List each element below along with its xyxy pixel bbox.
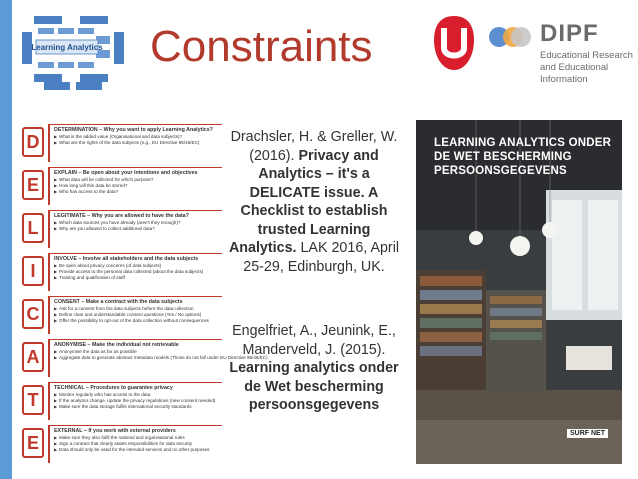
checklist-letter: E: [22, 428, 44, 458]
checklist-heading: EXPLAIN – Be open about your intentions and objectives: [54, 170, 198, 176]
diagram-box: [34, 16, 62, 24]
checklist-item: ▶ Make sure the data storage fulfils international security standards: [54, 404, 218, 410]
left-accent-bar: [0, 0, 12, 479]
diagram-box: [34, 74, 62, 82]
checklist-row: [22, 339, 268, 377]
checklist-item: ▶ Monitor regularly who has access to the data: [54, 392, 218, 398]
checklist-box: [48, 167, 222, 205]
diagram-box: [76, 82, 102, 90]
learning-analytics-diagram: [16, 12, 134, 92]
dipf-sub-line-2: and Educational Information: [540, 62, 609, 85]
reference-engelfriet: [228, 322, 400, 415]
checklist-row: [22, 210, 222, 248]
ref1-title: Privacy and Analytics – it's a DELICATE issue. A Checklist to establish trusted Learning Analytics.: [228, 147, 388, 256]
checklist-heading: LEGITIMATE – Why you are allowed to have the data?: [54, 213, 189, 219]
delicate-checklist: [22, 124, 268, 474]
checklist-box: [48, 339, 268, 377]
ref2-authors: Engelfriet, A., Jeunink, E., Manderveld, J. (2015).: [232, 323, 396, 358]
checklist-item: ▶ What data will be collected for which purpose?: [54, 177, 218, 183]
checklist-row: [22, 296, 222, 334]
checklist-item: ▶ Anonymise the data as far as possible: [54, 349, 218, 355]
ou-logo-icon: [432, 14, 476, 72]
checklist-box: [48, 253, 222, 291]
checklist-item: ▶ Be open about privacy concerns (of data subjects): [54, 263, 218, 269]
checklist-box: [48, 210, 222, 248]
checklist-letter: C: [22, 299, 44, 329]
checklist-item: ▶ Aggregate data to generate abstract metadata models (Those do not fall under EU Directive 95/46/EC): [54, 355, 218, 361]
checklist-item: ▶ If the analytics change, update the privacy regulations (new consent needed): [54, 398, 218, 404]
checklist-letter: L: [22, 213, 44, 243]
checklist-heading: CONSENT – Make a contract with the data subjects: [54, 299, 183, 305]
checklist-item: ▶ Provide access to the personal data collected (about the data subjects): [54, 269, 218, 275]
slide-title: Constraints: [150, 22, 373, 71]
reference-drachsler: [228, 128, 400, 276]
checklist-item: ▶ Training and qualification of staff: [54, 275, 218, 281]
checklist-item: ▶ Make sure they also fulfil the national and organisational rules: [54, 435, 218, 441]
cover-title: LEARNING ANALYTICS ONDER DE WET BESCHERMING PERSOONSGEGEVENS: [434, 137, 612, 177]
checklist-row: [22, 124, 222, 162]
diagram-box: [80, 16, 108, 24]
dipf-logo: [488, 16, 633, 85]
checklist-heading: INVOLVE – Involve all stakeholders and the data subjects: [54, 256, 199, 262]
checklist-item: ▶ Which data sources you have already (aren't they enough)?: [54, 220, 218, 226]
dipf-circles-icon: [488, 26, 532, 48]
diagram-box: [80, 74, 108, 82]
checklist-heading: EXTERNAL – If you work with external providers: [54, 428, 176, 434]
checklist-item: ▶ What are the rights of the data subjects (e.g., EU Directive 95/46/EC): [54, 140, 218, 146]
checklist-box: [48, 382, 222, 420]
checklist-item: ▶ Data should only be used for the intended services and no other purposes: [54, 447, 218, 453]
checklist-item: ▶ Offer the possibility to opt-out of the data collection without consequences: [54, 318, 218, 324]
checklist-box: [48, 124, 222, 162]
diagram-label: Learning Analytics: [31, 43, 103, 52]
checklist-heading: TECHNICAL – Procedures to guarantee privacy: [54, 385, 173, 391]
dipf-subtitle: [540, 50, 633, 86]
surfnet-badge: SURF NET: [567, 429, 608, 438]
checklist-letter: D: [22, 127, 44, 157]
ref1-authors: Drachsler, H. & Greller, W. (2016).: [230, 129, 398, 164]
checklist-row: [22, 167, 222, 205]
ref1-venue: LAK 2016, April 25-29, Edinburgh, UK.: [243, 240, 400, 275]
checklist-letter: E: [22, 170, 44, 200]
checklist-item: ▶ Define clear and understandable consent questions (Yes / No options): [54, 312, 218, 318]
checklist-box: [48, 425, 222, 463]
checklist-item: ▶ Sign a contract that clearly states responsibilities for data security: [54, 441, 218, 447]
checklist-letter: I: [22, 256, 44, 286]
report-cover-photo: [416, 120, 622, 464]
dipf-name: DIPF: [540, 20, 599, 47]
checklist-row: [22, 382, 222, 420]
checklist-item: ▶ Who has access to the data?: [54, 189, 218, 195]
checklist-row: [22, 425, 222, 463]
checklist-item: ▶ How long will this data be stored?: [54, 183, 218, 189]
checklist-item: ▶ Why are you allowed to collect additional data?: [54, 226, 218, 232]
dipf-sub-line-1: Educational Research: [540, 50, 633, 61]
checklist-letter: A: [22, 342, 44, 372]
checklist-item: ▶ What is the added value (Organisational and data subjects)?: [54, 134, 218, 140]
checklist-box: [48, 296, 222, 334]
ref2-title: Learning analytics onder de Wet bescherming persoonsgegevens: [229, 360, 399, 413]
checklist-item: ▶ Ask for a consent from the data subjects before the data collection: [54, 306, 218, 312]
checklist-heading: ANONYMISE – Make the individual not retrievable: [54, 342, 179, 348]
diagram-box: [114, 32, 124, 64]
checklist-heading: DETERMINATION – Why you want to apply Learning Analytics?: [54, 127, 213, 133]
checklist-letter: T: [22, 385, 44, 415]
checklist-row: [22, 253, 222, 291]
diagram-box: [44, 82, 70, 90]
